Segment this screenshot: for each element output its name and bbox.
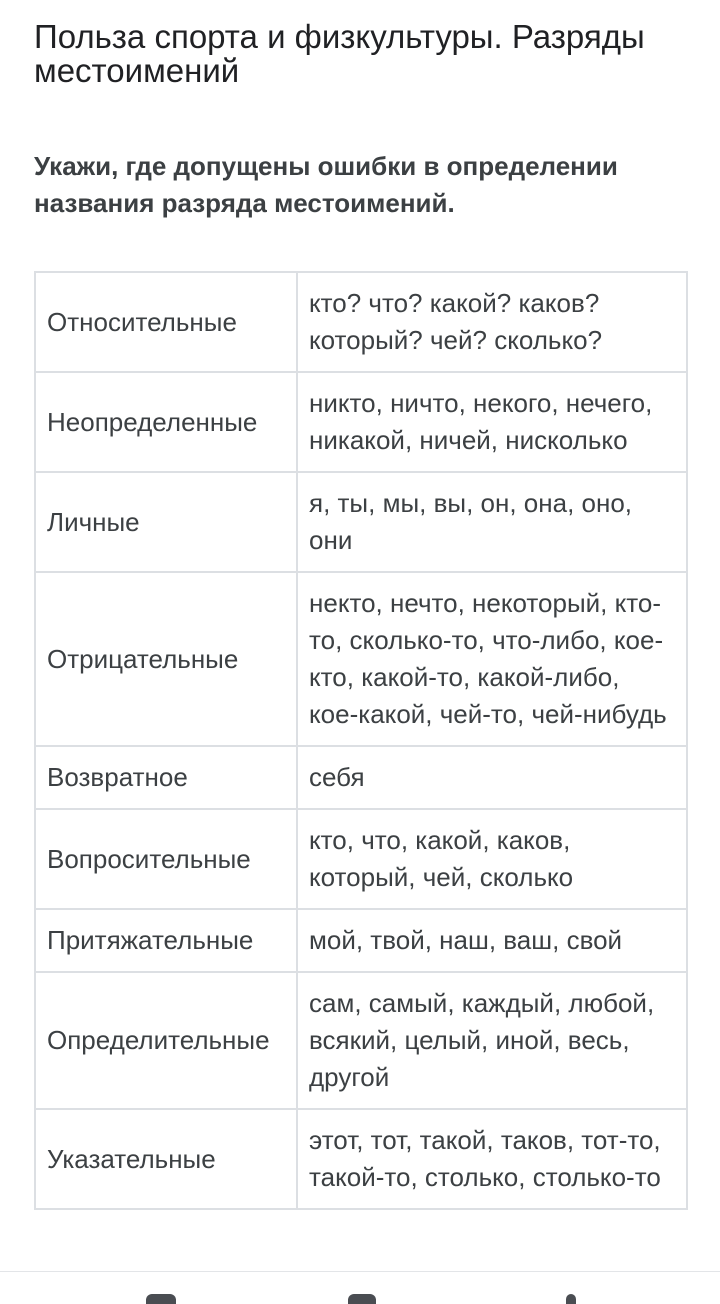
table-row bbox=[35, 809, 687, 909]
table-row bbox=[35, 1109, 687, 1209]
category-cell: Вопросительные bbox=[35, 809, 297, 909]
category-cell: Личные bbox=[35, 472, 297, 572]
page-title: Польза спорта и физкультуры. Разряды местоимений bbox=[34, 18, 645, 89]
pronoun-table bbox=[34, 271, 688, 1210]
bottom-navigation-bar bbox=[0, 1271, 720, 1304]
table-row bbox=[35, 272, 687, 372]
examples-cell: некто, нечто, некоторый, кто-то, сколько-то, что-либо, кое-кто, какой-то, какой-либо, кое-какой, чей-то, чей-нибудь bbox=[297, 572, 687, 746]
nav-icon-center[interactable] bbox=[348, 1294, 376, 1304]
examples-cell: мой, твой, наш, ваш, свой bbox=[297, 909, 687, 972]
category-cell: Притяжательные bbox=[35, 909, 297, 972]
examples-cell: кто? что? какой? каков? который? чей? сколько? bbox=[297, 272, 687, 372]
nav-icon-right[interactable] bbox=[566, 1294, 576, 1304]
table-row bbox=[35, 972, 687, 1109]
category-cell: Относительные bbox=[35, 272, 297, 372]
question-text: Укажи, где допущены ошибки в определении названия разряда местоимений. bbox=[34, 151, 618, 218]
table-row bbox=[35, 472, 687, 572]
table-row bbox=[35, 746, 687, 809]
table-row bbox=[35, 909, 687, 972]
examples-cell: я, ты, мы, вы, он, она, оно, они bbox=[297, 472, 687, 572]
examples-cell: себя bbox=[297, 746, 687, 809]
category-cell: Отрицательные bbox=[35, 572, 297, 746]
category-cell: Неопределенные bbox=[35, 372, 297, 472]
examples-cell: кто, что, какой, каков, который, чей, сколько bbox=[297, 809, 687, 909]
examples-cell: никто, ничто, некого, нечего, никакой, ничей, нисколько bbox=[297, 372, 687, 472]
nav-icon-left[interactable] bbox=[146, 1294, 176, 1304]
category-cell: Указательные bbox=[35, 1109, 297, 1209]
table-row bbox=[35, 372, 687, 472]
examples-cell: сам, самый, каждый, любой, всякий, целый, иной, весь, другой bbox=[297, 972, 687, 1109]
table-row bbox=[35, 572, 687, 746]
category-cell: Определительные bbox=[35, 972, 297, 1109]
category-cell: Возвратное bbox=[35, 746, 297, 809]
examples-cell: этот, тот, такой, таков, тот-то, такой-то, столько, столько-то bbox=[297, 1109, 687, 1209]
